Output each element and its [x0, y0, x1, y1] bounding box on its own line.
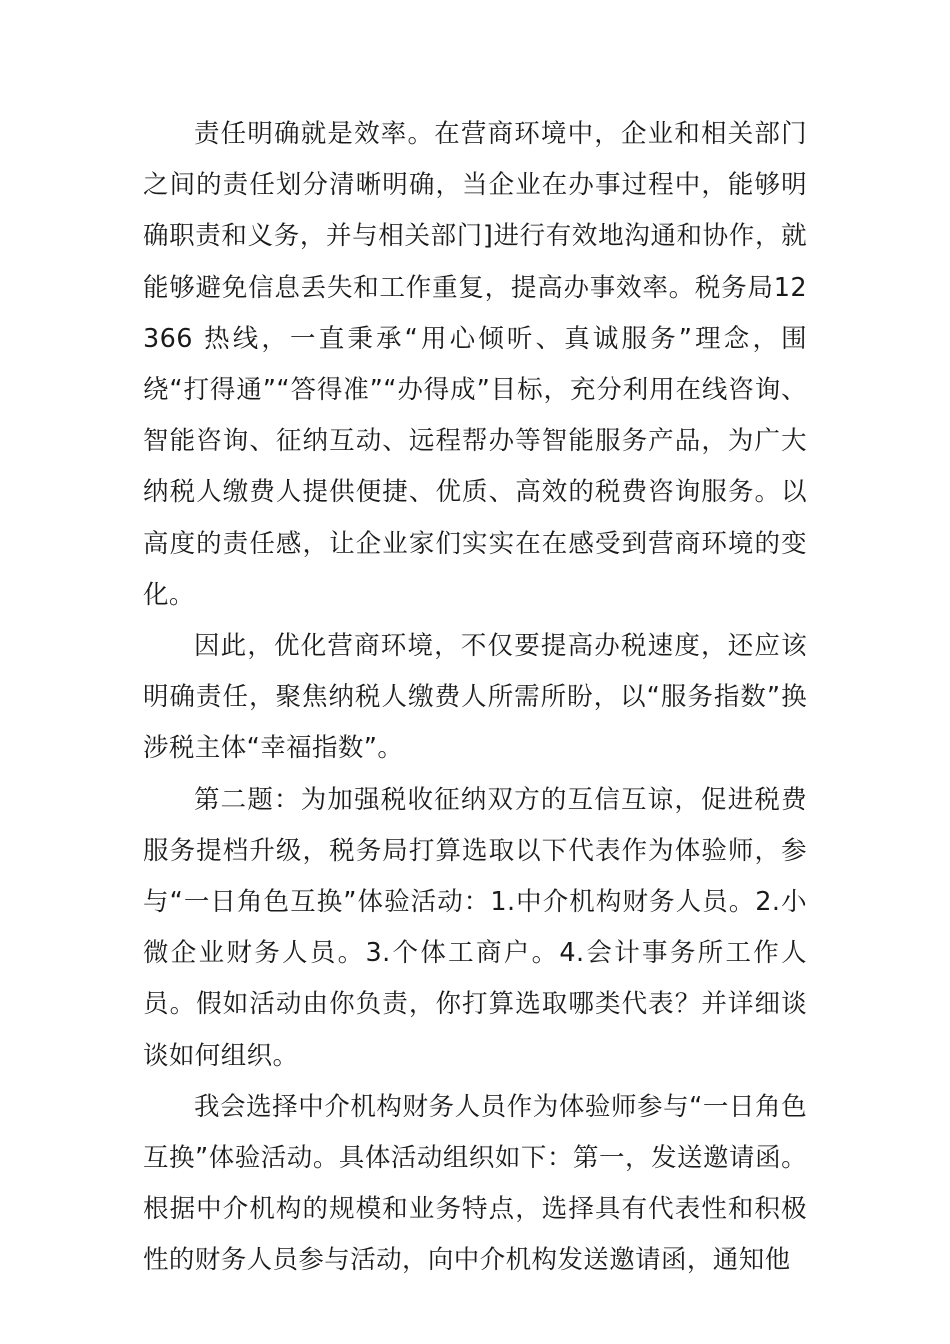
paragraph-responsibility-efficiency: 责任明确就是效率。在营商环境中，企业和相关部门之间的责任划分清晰明确，当企业在办事过程中，能够明确职责和义务，并与相关部门]进行有效地沟通和协作，就能够避免信息丢失和工作重复，提高办事效率。税务局12366 热线，一直秉承“用心倾听、真诚服务”理念，围绕“打得通”“答得准”“办得成”目标，充分利用在线咨询、智能咨询、征纳互动、远程帮办等智能服务产品，为广大纳税人缴费人提供便捷、优质、高效的税费咨询服务。以高度的责任感，让企业家们实实在在感受到营商环境的变化。: [143, 119, 807, 610]
paragraph-answer: 我会选择中介机构财务人员作为体验师参与“一日角色互换”体验活动。具体活动组织如下：第一，发送邀请函。根据中介机构的规模和业务特点，选择具有代表性和积极性的财务人员参与活动，向中介机构发送邀请函，通知他: [143, 1091, 807, 1276]
paragraph-conclusion: 因此，优化营商环境，不仅要提高办税速度，还应该明确责任，聚焦纳税人缴费人所需所盼，以“服务指数”换涉税主体“幸福指数”。: [143, 631, 807, 764]
document-body: [143, 109, 807, 1287]
paragraph-question-two: 第二题：为加强税收征纳双方的互信互谅，促进税费服务提档升级，税务局打算选取以下代表作为体验师，参与“一日角色互换”体验活动：1.中介机构财务人员。2.小微企业财务人员。3.个体工商户。4.会计事务所工作人员。假如活动由你负责，你打算选取哪类代表？并详细谈谈如何组织。: [143, 784, 807, 1071]
